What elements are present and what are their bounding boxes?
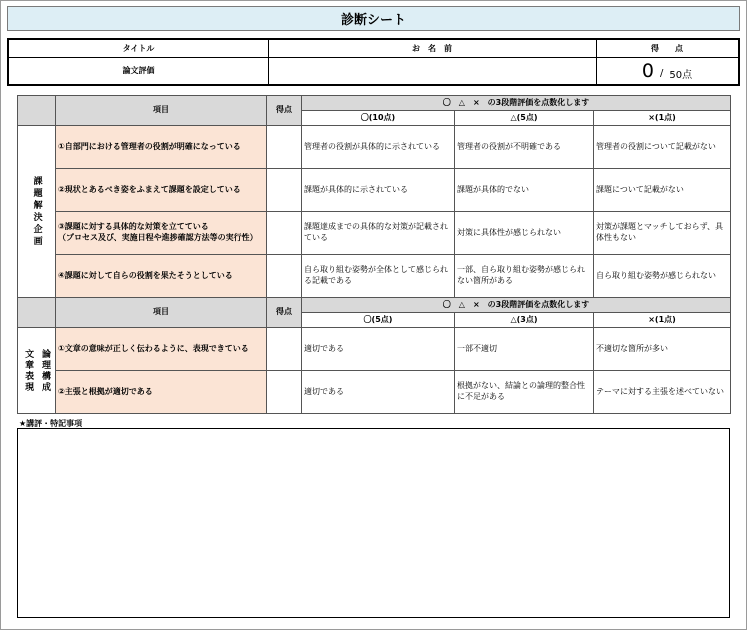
- evaluation-table: [17, 95, 731, 414]
- criteria-bad: 対策が課題とマッチしておらず、具体性もない: [594, 212, 731, 255]
- header-values-row: [9, 57, 738, 84]
- name-value[interactable]: [268, 57, 596, 84]
- item-cell: ②現状とあるべき姿をふまえて課題を設定している: [56, 169, 267, 212]
- criteria-bad: 課題について記載がない: [594, 169, 731, 212]
- title-value: 論文評価: [122, 66, 155, 75]
- criteria-mid: 一部、自ら取り組む姿勢が感じられない箇所がある: [455, 255, 594, 298]
- item-cell: ④課題に対して自らの役割を果たそうとしている: [56, 255, 267, 298]
- category-label: 論理構成: [40, 348, 51, 393]
- criteria-bad: 不適切な箇所が多い: [594, 328, 731, 371]
- header-table: [7, 38, 740, 86]
- level-mid: △(5点): [455, 111, 594, 126]
- criteria-mid: 対策に具体性が感じられない: [455, 212, 594, 255]
- criteria-good: 課題が具体的に示されている: [302, 169, 455, 212]
- criteria-good: 自ら取り組む姿勢が全体として感じられる記載である: [302, 255, 455, 298]
- score-separator: /: [659, 68, 664, 79]
- level-good: 〇(10点): [302, 111, 455, 126]
- category-cell: [18, 328, 56, 414]
- score-header: 得点: [267, 298, 302, 328]
- section-corner: [18, 298, 56, 328]
- rating-caption: 〇 △ × の3段階評価を点数化します: [302, 298, 731, 313]
- item-header: 項目: [56, 298, 267, 328]
- level-bad: ×(1点): [594, 313, 731, 328]
- score-cell[interactable]: [267, 328, 302, 371]
- category-label: 課題解決企画: [31, 175, 42, 248]
- header-divider: [596, 40, 597, 84]
- item-subtext: （プロセス及び、実施日程や進捗確認方法等の実行性）: [58, 233, 258, 242]
- item-cell: ①自部門における管理者の役割が明確になっている: [56, 126, 267, 169]
- criteria-mid: 課題が具体的でない: [455, 169, 594, 212]
- header-divider: [268, 40, 269, 84]
- criteria-bad: 管理者の役割について記載がない: [594, 126, 731, 169]
- category-label: 文章表現: [23, 348, 34, 393]
- score-column-label: 得 点: [651, 44, 683, 53]
- level-bad: ×(1点): [594, 111, 731, 126]
- rating-caption: 〇 △ × の3段階評価を点数化します: [302, 96, 731, 111]
- item-cell: ①文章の意味が正しく伝わるように、表現できている: [56, 328, 267, 371]
- section-corner: [18, 96, 56, 126]
- score-cell[interactable]: [267, 169, 302, 212]
- total-score-value: 0: [641, 59, 654, 82]
- score-cell[interactable]: [267, 126, 302, 169]
- criteria-good: 適切である: [302, 328, 455, 371]
- total-score: [596, 57, 738, 84]
- criteria-mid: 一部不適切: [455, 328, 594, 371]
- criteria-mid: 管理者の役割が不明確である: [455, 126, 594, 169]
- criteria-good: 課題達成までの具体的な対策が記載されている: [302, 212, 455, 255]
- name-column-label: お 名 前: [412, 44, 452, 53]
- item-cell: ②主張と根拠が適切である: [56, 371, 267, 414]
- category-cell: [18, 126, 56, 298]
- title-column-label: タイトル: [122, 44, 155, 53]
- score-cell[interactable]: [267, 255, 302, 298]
- level-mid: △(3点): [455, 313, 594, 328]
- criteria-bad: テーマに対する主張を述べていない: [594, 371, 731, 414]
- header-labels-row: [9, 40, 738, 58]
- criteria-good: 管理者の役割が具体的に示されている: [302, 126, 455, 169]
- sheet-title: 診断シート: [7, 6, 740, 31]
- criteria-bad: 自ら取り組む姿勢が感じられない: [594, 255, 731, 298]
- criteria-mid: 根拠がない、結論との論理的整合性に不足がある: [455, 371, 594, 414]
- score-max: 50点: [669, 70, 693, 81]
- item-text: ③課題に対する具体的な対策を立てている: [58, 222, 209, 232]
- remarks-label: ★講評・特記事項: [19, 419, 83, 428]
- score-header: 得点: [267, 96, 302, 126]
- remarks-textarea[interactable]: [17, 428, 730, 618]
- score-cell[interactable]: [267, 212, 302, 255]
- criteria-good: 適切である: [302, 371, 455, 414]
- score-cell[interactable]: [267, 371, 302, 414]
- level-good: 〇(5点): [302, 313, 455, 328]
- item-cell: [56, 212, 267, 255]
- item-header: 項目: [56, 96, 267, 126]
